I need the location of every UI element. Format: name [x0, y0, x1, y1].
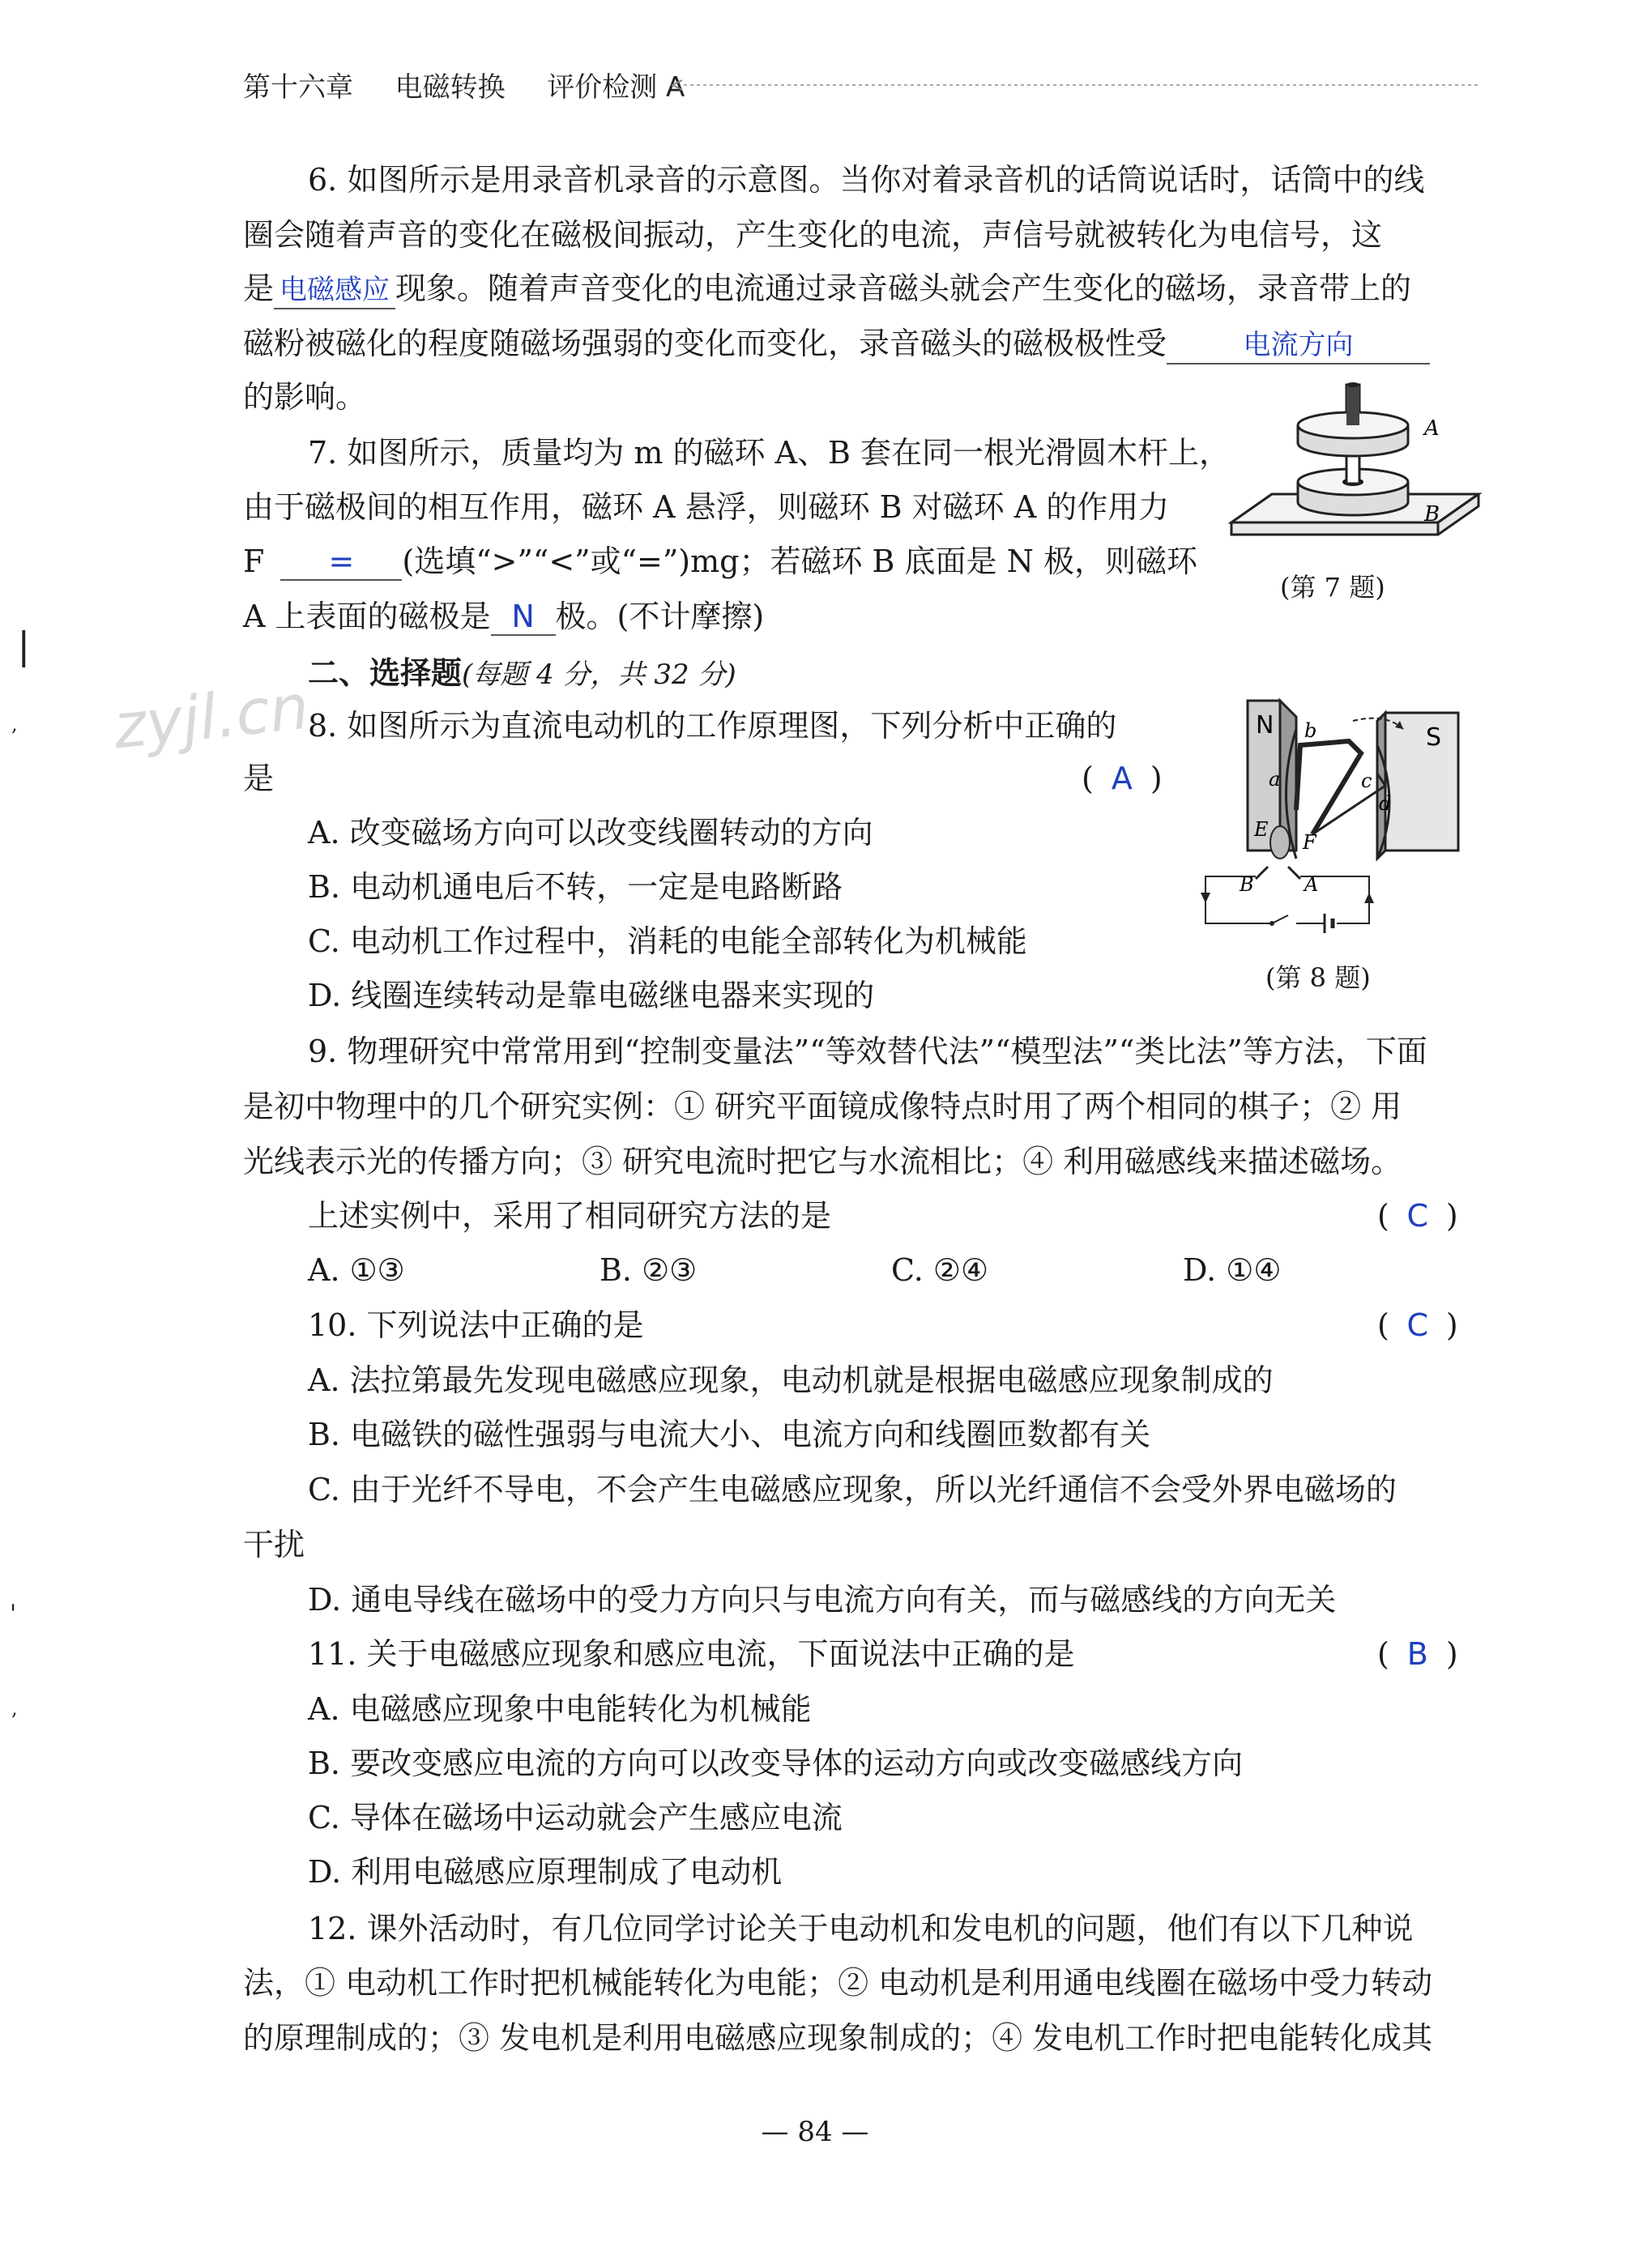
q6-line5: 的影响。	[243, 379, 367, 415]
q10-answer-paren: ( C )	[1377, 1304, 1458, 1346]
q8-option-d: D. 线圈连续转动是靠电磁继电器来实现的	[308, 978, 875, 1013]
q8-fig-label-c: c	[1361, 770, 1372, 792]
q7-figure-magnetic-rings	[1223, 369, 1483, 571]
q8-answer: A	[1111, 761, 1133, 796]
q9-answer-paren: ( C )	[1377, 1195, 1458, 1237]
q8-fig-label-d: d	[1379, 792, 1392, 815]
q8-line2: 是	[243, 761, 275, 796]
q9-line3: 光线表示光的传播方向；③ 研究电流时把它与水流相比；④ 利用磁感线来描述磁场。	[243, 1144, 1402, 1179]
q8-fig-label-s: S	[1426, 723, 1442, 752]
q6-line4-pre: 磁粉被磁化的程度随磁场强弱的变化而变化，录音磁头的磁极极性受	[243, 326, 1167, 361]
q9-option-c: C. ②④	[891, 1252, 989, 1288]
q8-option-c: C. 电动机工作过程中，消耗的电能全部转化为机械能	[308, 923, 1027, 959]
q9-option-d: D. ①④	[1183, 1252, 1282, 1288]
q10-line1: 10. 下列说法中正确的是	[308, 1307, 644, 1343]
q9-line2: 是初中物理中的几个研究实例：① 研究平面镜成像特点时用了两个相同的棋子；② 用	[243, 1089, 1402, 1124]
q8-line1: 8. 如图所示为直流电动机的工作原理图，下列分析中正确的	[308, 708, 1117, 744]
q7-line3-pre: F	[243, 544, 265, 579]
q10-option-b: B. 电磁铁的磁性强弱与电流大小、电流方向和线圈匝数都有关	[308, 1417, 1151, 1452]
q8-fig-label-a: a	[1269, 768, 1281, 791]
page-number: — 84 —	[761, 2116, 869, 2148]
header-section: 电磁转换	[395, 71, 506, 104]
q6-line1: 6. 如图所示是用录音机录音的示意图。当你对着录音机的话筒说话时，话筒中的线	[308, 162, 1425, 198]
margin-mark: ,	[11, 713, 18, 735]
q7-line3	[243, 540, 1197, 582]
q6-line3	[243, 267, 1411, 309]
q8-fig-label-b: b	[1304, 719, 1317, 742]
q6-line3-post: 现象。随着声音变化的电流通过录音磁头就会产生变化的磁场，录音带上的	[395, 271, 1412, 306]
q7-answer1: =	[280, 544, 402, 581]
q9-line1: 9. 物理研究中常常用到“控制变量法”“等效替代法”“模型法”“类比法”等方法，下面	[308, 1034, 1427, 1069]
q11-line1: 11. 关于电磁感应现象和感应电流，下面说法中正确的是	[308, 1636, 1075, 1672]
q9-option-a: A. ①③	[308, 1252, 405, 1288]
q10-option-a: A. 法拉第最先发现电磁感应现象，电动机就是根据电磁感应现象制成的	[308, 1362, 1274, 1398]
section2-heading	[308, 652, 736, 696]
q11-option-b: B. 要改变感应电流的方向可以改变导体的运动方向或改变磁感线方向	[308, 1746, 1244, 1781]
q7-caption: (第 7 题)	[1280, 572, 1385, 603]
section2-note: (每题 4 分，共 32 分)	[462, 659, 736, 691]
q8-answer-paren: ( A )	[1082, 757, 1163, 799]
q7-line3-post: (选填“>”“<”或“=”)mg；若磁环 B 底面是 N 极，则磁环	[402, 544, 1197, 579]
q6-line4	[243, 322, 1430, 364]
q7-line2: 由于磁极间的相互作用，磁环 A 悬浮，则磁环 B 对磁环 A 的作用力	[243, 489, 1170, 525]
q8-option-a: A. 改变磁场方向可以改变线圈转动的方向	[308, 815, 873, 850]
section2-title: 二、选择题	[308, 654, 463, 691]
q7-line1: 7. 如图所示，质量均为 m 的磁环 A、B 套在同一根光滑圆木杆上，	[308, 435, 1231, 471]
page-header	[243, 65, 685, 104]
q8-fig-label-bb: B	[1240, 873, 1254, 896]
q7-fig-label-b: B	[1424, 502, 1440, 526]
q11-answer-paren: ( B )	[1377, 1633, 1458, 1675]
q10-answer: C	[1406, 1307, 1429, 1343]
margin-mark: ❘	[8, 624, 40, 667]
q6-line3-pre: 是	[243, 271, 275, 306]
q10-option-c: C. 由于光纤不导电，不会产生电磁感应现象，所以光纤通信不会受外界电磁场的	[308, 1472, 1397, 1507]
q7-line4-post: 极。(不计摩擦)	[555, 599, 765, 634]
q11-option-d: D. 利用电磁感应原理制成了电动机	[308, 1854, 783, 1890]
q12-line2: 法，① 电动机工作时把机械能转化为电能；② 电动机是利用通电线圈在磁场中受力转动	[243, 1965, 1433, 2001]
q9-answer: C	[1406, 1198, 1429, 1234]
q8-option-b: B. 电动机通电后不转，一定是电路断路	[308, 869, 843, 905]
header-chapter: 第十六章	[243, 71, 353, 104]
margin-mark: ,	[11, 1697, 18, 1720]
q12-line1: 12. 课外活动时，有几位同学讨论关于电动机和发电机的问题，他们有以下几种说	[308, 1911, 1414, 1946]
header-test: 评价检测 A	[547, 71, 685, 104]
q8-figure-dc-motor	[1191, 697, 1483, 940]
q11-option-c: C. 导体在磁场中运动就会产生感应电流	[308, 1800, 843, 1835]
q10-option-c-cont: 干扰	[243, 1527, 305, 1562]
q9-option-b: B. ②③	[600, 1252, 698, 1288]
q6-answer2: 电流方向	[1167, 327, 1430, 364]
q7-fig-label-a: A	[1424, 416, 1440, 441]
q8-caption: (第 8 题)	[1265, 962, 1371, 993]
q11-answer: B	[1406, 1636, 1428, 1672]
q8-fig-label-n: N	[1256, 711, 1274, 740]
header-rule	[671, 77, 1489, 93]
q12-line3: 的原理制成的；③ 发电机是利用电磁感应现象制成的；④ 发电机工作时把电能转化成其	[243, 2020, 1433, 2056]
q6-answer1: 电磁感应	[274, 272, 395, 309]
q9-line4: 上述实例中，采用了相同研究方法的是	[308, 1198, 832, 1234]
q8-fig-label-aa: A	[1304, 873, 1319, 896]
q7-answer2: N	[491, 599, 556, 636]
margin-mark: '	[10, 1600, 17, 1628]
q8-fig-label-f: F	[1303, 831, 1316, 854]
watermark: zyjl.cn	[110, 670, 313, 763]
q7-line4	[243, 595, 764, 637]
q8-fig-label-e: E	[1254, 818, 1269, 841]
q6-line2: 圈会随着声音的变化在磁极间振动，产生变化的电流，声信号就被转化为电信号，这	[243, 217, 1383, 253]
q7-line4-pre: A 上表面的磁极是	[243, 599, 491, 634]
q11-option-a: A. 电磁感应现象中电能转化为机械能	[308, 1691, 812, 1727]
q10-option-d: D. 通电导线在磁场中的受力方向只与电流方向有关，而与磁感线的方向无关	[308, 1582, 1337, 1618]
